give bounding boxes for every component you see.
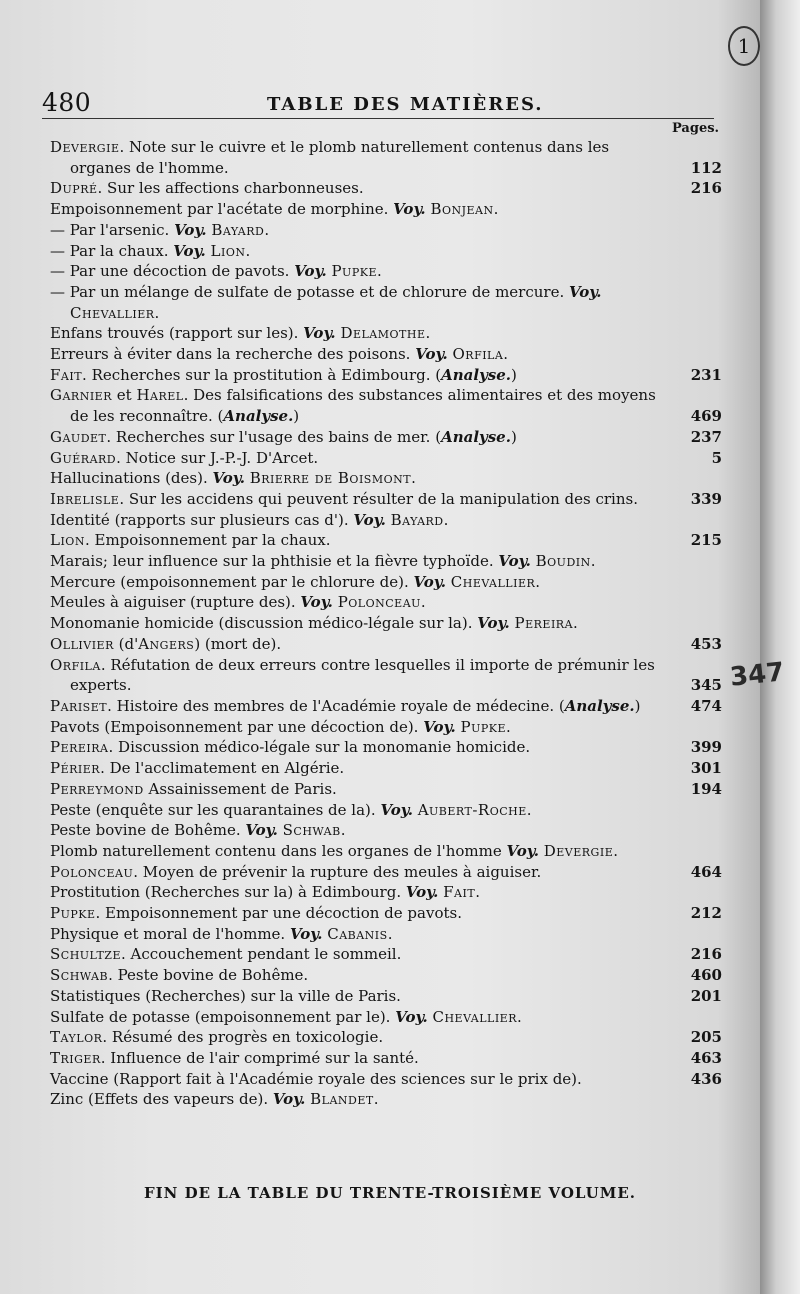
entry-author-name: Pupke	[331, 262, 377, 281]
entry-author-name: Pariset	[50, 696, 108, 715]
entry-reference-word: Voy.	[353, 510, 386, 529]
toc-entry	[50, 696, 722, 717]
entry-text: .	[590, 552, 596, 571]
toc-entry	[50, 965, 722, 986]
toc-entry	[50, 427, 722, 448]
entry-text: Physique et moral de l'homme.	[50, 924, 290, 943]
entry-author-name: Chevallier	[450, 572, 536, 591]
entry-text: )	[511, 365, 517, 384]
toc-entry	[50, 655, 722, 696]
entry-author-name: Fait	[50, 365, 83, 384]
entry-text: .	[526, 800, 532, 819]
entry-page-number: 463	[690, 1048, 722, 1067]
entry-page-number: 215	[690, 531, 722, 550]
entry-author-name: Dupré	[50, 179, 98, 198]
entry-author-name: Pereira	[50, 738, 109, 757]
entry-page-number: 112	[690, 158, 722, 177]
entry-page-number: 194	[690, 779, 722, 798]
entry-author-name: Guérard	[50, 448, 117, 467]
entry-text: .	[506, 717, 511, 736]
entry-text: Peste bovine de Bohême.	[50, 821, 246, 840]
toc-entry	[50, 841, 722, 862]
header-rule	[42, 118, 714, 119]
entry-text: Identité (rapports sur plusieurs cas d').	[50, 510, 354, 529]
entry-text: .	[411, 469, 416, 488]
toc-entry	[50, 385, 722, 426]
entry-page-number: 205	[690, 1028, 722, 1047]
toc-entry	[50, 448, 722, 469]
toc-entry	[50, 986, 722, 1007]
entry-page-number: 453	[690, 634, 722, 653]
entry-text: . Histoire des membres de l'Académie royale de médecine. (	[107, 696, 565, 715]
entry-text: .	[376, 262, 382, 281]
entry-page-number: 5	[711, 448, 722, 467]
toc-entry	[50, 137, 722, 178]
entry-author-name: Lion	[210, 241, 246, 260]
entry-text: .	[387, 924, 393, 943]
entry-reference-word: Voy.	[413, 572, 446, 591]
entry-text: (d'	[113, 634, 139, 653]
entry-text: Monomanie homicide (discussion médico-légale sur la).	[50, 614, 478, 633]
toc-entry	[50, 1007, 722, 1028]
entry-text: Empoisonnement par l'acétate de morphine.	[50, 200, 394, 219]
toc-entry	[50, 800, 722, 821]
entry-author-name: Périer	[50, 759, 101, 778]
running-title: TABLE DES MATIÈRES.	[267, 94, 544, 115]
toc-entry	[50, 178, 722, 199]
entry-author-name: Triger	[50, 1048, 101, 1067]
entry-text: .	[340, 821, 346, 840]
entry-text: .	[264, 220, 270, 239]
entry-text: — Par la chaux.	[50, 241, 174, 260]
entry-reference-word: Voy.	[245, 821, 278, 840]
entry-text: — Par l'arsenic.	[50, 220, 175, 239]
entry-text: . De l'acclimatement en Algérie.	[100, 759, 345, 778]
entry-author-name: Polonceau	[50, 862, 134, 881]
entry-author-name: Bayard	[211, 220, 265, 239]
entry-page-number: 474	[690, 696, 722, 715]
entry-text: .	[245, 241, 251, 260]
toc-entry	[50, 199, 722, 220]
entry-text: .	[475, 883, 480, 902]
entry-reference-word: Voy.	[423, 717, 456, 736]
entry-reference-word: Voy.	[303, 324, 336, 343]
entry-author-name: Chevallier	[70, 303, 155, 322]
table-of-contents	[50, 137, 722, 1110]
entry-text: Sulfate de potasse (empoisonnement par le).	[50, 1007, 396, 1026]
entry-text: Peste (enquête sur les quarantaines de la).	[50, 800, 381, 819]
entry-reference-word: Analyse.	[564, 696, 635, 715]
entry-text: .	[493, 200, 499, 219]
entry-author-name: Schwab	[50, 966, 109, 985]
toc-entry	[50, 613, 722, 634]
entry-author-name: Schwab	[282, 821, 341, 840]
entry-reference-word: Voy.	[477, 614, 510, 633]
toc-entry	[50, 282, 722, 323]
toc-entry	[50, 882, 722, 903]
entry-author-name: Garnier	[50, 386, 112, 405]
entry-author-name: Bayard	[390, 510, 444, 529]
entry-text: . Moyen de prévenir la rupture des meules à aiguiser.	[133, 862, 542, 881]
entry-page-number: 464	[690, 862, 722, 881]
entry-text: . Recherches sur l'usage des bains de mer. (	[106, 427, 442, 446]
entry-text: . Recherches sur la prostitution à Edimbourg. (	[82, 365, 442, 384]
entry-text: — Par un mélange de sulfate de potasse et de chlorure de mercure.	[50, 282, 569, 301]
entry-author-name: Fait	[443, 883, 476, 902]
entry-text: . Note sur le cuivre et le plomb naturellement contenus dans les organes de l'homme.	[70, 138, 610, 177]
entry-author-name: Angers	[138, 634, 195, 653]
toc-entry	[50, 1027, 722, 1048]
entry-author-name: Polonceau	[337, 593, 421, 612]
entry-author-name: Harel	[136, 386, 184, 405]
entry-page-number: 339	[690, 489, 722, 508]
entry-author-name: Bonjean	[430, 200, 494, 219]
entry-text: .	[443, 510, 449, 529]
end-of-table-note: FIN DE LA TABLE DU TRENTE-TROISIÈME VOLUME.	[144, 1184, 636, 1202]
entry-text: .	[373, 1090, 379, 1109]
entry-text: Statistiques (Recherches) sur la ville de Paris.	[50, 986, 401, 1005]
toc-entry	[50, 323, 722, 344]
entry-reference-word: Analyse.	[223, 407, 294, 426]
toc-entry	[50, 489, 722, 510]
entry-author-name: Brierre de Boismont	[249, 469, 412, 488]
entry-reference-word: Voy.	[569, 282, 602, 301]
entry-page-number: 231	[690, 365, 722, 384]
entry-reference-word: Voy.	[395, 1007, 428, 1026]
entry-author-name: Pupke	[460, 717, 506, 736]
entry-text: Enfans trouvés (rapport sur les).	[50, 324, 304, 343]
entry-page-number: 436	[690, 1069, 722, 1088]
entry-text: Meules à aiguiser (rupture des).	[50, 593, 301, 612]
toc-entry	[50, 1069, 722, 1090]
entry-text: . Accouchement pendant le sommeil.	[120, 945, 402, 964]
entry-text: .	[503, 345, 509, 364]
toc-entry	[50, 903, 722, 924]
entry-text: .	[420, 593, 426, 612]
entry-author-name: Delamothe	[340, 324, 426, 343]
entry-reference-word: Voy.	[405, 883, 439, 902]
entry-author-name: Orfila	[50, 655, 101, 674]
entry-author-name: Devergie	[543, 841, 614, 860]
entry-author-name: Boudin	[535, 552, 591, 571]
toc-entry	[50, 241, 722, 262]
toc-entry	[50, 530, 722, 551]
toc-entry	[50, 365, 722, 386]
entry-text: Plomb naturellement contenu dans les organes de l'homme	[50, 841, 507, 860]
entry-text: . Discussion médico-légale sur la monomanie homicide.	[108, 738, 531, 757]
entry-page-number: 399	[690, 738, 722, 757]
entry-page-number: 216	[690, 945, 722, 964]
toc-entry	[50, 220, 722, 241]
entry-page-number: 345	[690, 676, 722, 695]
entry-text: .	[154, 303, 160, 322]
toc-entry	[50, 737, 722, 758]
entry-reference-word: Analyse.	[441, 427, 511, 446]
entry-page-number: 237	[690, 427, 722, 446]
entry-text: .	[573, 614, 578, 633]
toc-entry	[50, 551, 722, 572]
entry-text: et	[112, 386, 137, 405]
toc-entry	[50, 862, 722, 883]
entry-reference-word: Voy.	[272, 1090, 306, 1109]
entry-author-name: Pereira	[514, 614, 574, 633]
entry-text: Zinc (Effets des vapeurs de).	[50, 1090, 273, 1109]
entry-page-number: 212	[690, 904, 722, 923]
entry-reference-word: Analyse.	[441, 365, 511, 384]
toc-entry	[50, 1089, 722, 1110]
toc-entry	[50, 592, 722, 613]
entry-reference-word: Voy.	[393, 200, 426, 219]
entry-page-number: 216	[690, 179, 722, 198]
toc-entry	[50, 634, 722, 655]
entry-author-name: Ibrelisle	[50, 489, 120, 508]
entry-author-name: Pupke	[50, 904, 96, 923]
entry-text: . Des falsifications des substances alimentaires et des moyens de les reconnaître. (	[70, 386, 656, 426]
entry-page-number: 201	[690, 986, 722, 1005]
entry-author-name: Aubert-Roche	[417, 800, 527, 819]
entry-reference-word: Voy.	[174, 220, 207, 239]
entry-text: . Résumé des progrès en toxicologie.	[102, 1028, 384, 1047]
entry-reference-word: Voy.	[415, 345, 448, 364]
entry-text: . Empoisonnement par une décoction de pavots.	[95, 904, 462, 923]
entry-text: Vaccine (Rapport fait à l'Académie royale des sciences sur le prix de).	[50, 1069, 582, 1088]
entry-reference-word: Voy.	[212, 469, 245, 488]
entry-text: )	[293, 407, 300, 426]
entry-page-number: 460	[690, 966, 722, 985]
entry-text: .	[425, 324, 431, 343]
entry-reference-word: Voy.	[506, 841, 539, 860]
entry-text: .	[535, 572, 541, 591]
toc-entry	[50, 344, 722, 365]
entry-author-name: Chevallier	[432, 1007, 517, 1026]
entry-text: . Influence de l'air comprimé sur la santé.	[100, 1048, 419, 1067]
entry-text: . Sur les accidens qui peuvent résulter de la manipulation des crins.	[119, 489, 638, 508]
toc-entry	[50, 924, 722, 945]
entry-author-name: Orfila	[452, 345, 504, 364]
entry-text: . Sur les affections charbonneuses.	[97, 179, 364, 198]
entry-author-name: Gaudet	[50, 427, 107, 446]
entry-reference-word: Voy.	[380, 800, 413, 819]
entry-reference-word: Voy.	[173, 241, 206, 260]
entry-text: Pavots (Empoisonnement par une décoction de).	[50, 717, 424, 736]
toc-entry	[50, 261, 722, 282]
toc-entry	[50, 779, 722, 800]
toc-entry	[50, 944, 722, 965]
entry-author-name: Taylor	[50, 1028, 103, 1047]
entry-author-name: Schultze	[50, 945, 121, 964]
entry-text: . Peste bovine de Bohême.	[108, 966, 309, 985]
entry-text: ) (mort de).	[194, 634, 282, 653]
toc-entry	[50, 572, 722, 593]
toc-entry	[50, 468, 722, 489]
entry-author-name: Blandet	[310, 1090, 374, 1109]
entry-author-name: Perreymond	[50, 779, 144, 798]
toc-entry	[50, 717, 722, 738]
pages-column-label: Pages.	[672, 121, 720, 136]
handwritten-margin-note: 347	[728, 657, 786, 693]
entry-text: . Notice sur J.-P.-J. D'Arcet.	[116, 448, 319, 467]
toc-entry	[50, 510, 722, 531]
entry-text: — Par une décoction de pavots.	[50, 262, 295, 281]
entry-reference-word: Voy.	[300, 593, 333, 612]
entry-text: . Réfutation de deux erreurs contre lesquelles il importe de prémunir les experts.	[70, 655, 655, 695]
entry-author-name: Devergie	[50, 138, 120, 156]
book-spine	[760, 0, 800, 1294]
entry-page-number: 469	[690, 407, 722, 426]
entry-text: )	[510, 427, 517, 446]
entry-text: . Empoisonnement par la chaux.	[84, 531, 331, 550]
entry-text: Marais; leur influence sur la phthisie et la fièvre typhoïde.	[50, 552, 499, 571]
entry-author-name: Lion	[50, 531, 85, 550]
toc-entry	[50, 1048, 722, 1069]
entry-text: Erreurs à éviter dans la recherche des poisons.	[50, 345, 416, 364]
entry-reference-word: Voy.	[294, 262, 327, 281]
entry-text: Mercure (empoisonnement par le chlorure de).	[50, 572, 414, 591]
entry-reference-word: Voy.	[289, 924, 323, 943]
entry-text: Prostitution (Recherches sur la) à Edimbourg.	[50, 883, 406, 902]
entry-author-name: Cabanis	[327, 924, 388, 943]
toc-entry	[50, 820, 722, 841]
entry-page-number: 301	[690, 759, 722, 778]
page-number: 480	[42, 88, 92, 117]
corner-mark: 1	[728, 26, 760, 66]
entry-text: .	[517, 1007, 522, 1026]
toc-entry	[50, 758, 722, 779]
entry-text: Assainissement de Paris.	[143, 779, 337, 798]
entry-text: Hallucinations (des).	[50, 469, 213, 488]
entry-reference-word: Voy.	[498, 552, 531, 571]
entry-text: .	[613, 841, 619, 860]
entry-text: )	[634, 696, 641, 715]
entry-author-name: Ollivier	[50, 634, 114, 653]
